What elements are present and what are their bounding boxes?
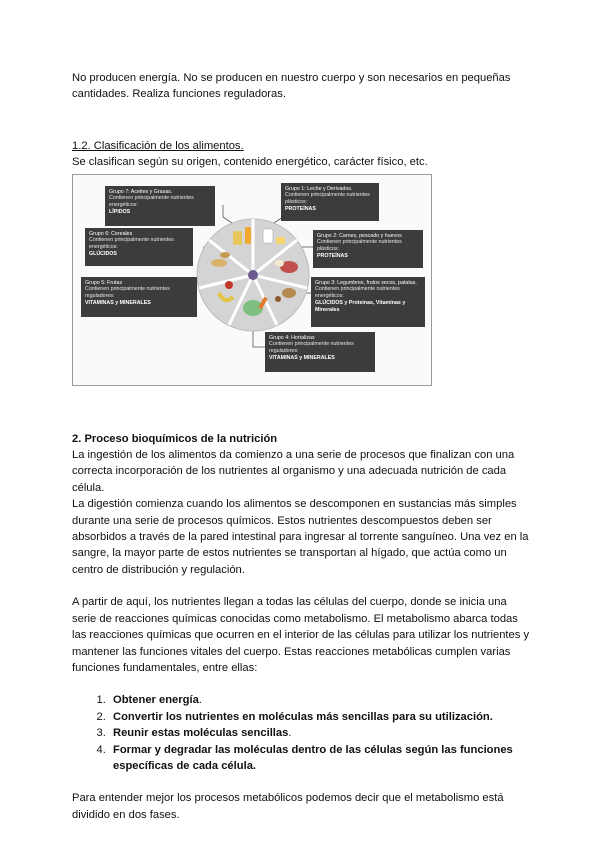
- legumes-icon: [282, 288, 296, 298]
- group-nutrient: GLÚCIDOS y Proteínas, Vitaminas y Minerales: [315, 300, 406, 313]
- milk-carton-icon: [263, 229, 273, 243]
- section-title-classification: 1.2. Clasificación de los alimentos.: [72, 139, 244, 152]
- intro-paragraph: No producen energía. No se producen en nuestro cuerpo y son necesarios en pequeñas cantidades. Realiza funciones reguladoras.: [72, 72, 511, 101]
- group-description: Contienen principalmente nutrientes reguladores:: [85, 286, 170, 300]
- group-label: Grupo 7: Aceites y Grasas.: [109, 188, 173, 195]
- group-4-box: [265, 332, 375, 372]
- paragraph-metabolism: A partir de aquí, los nutrientes llegan a todas las células del cuerpo, donde se inicia una serie de reacciones químicas conocidas como metabolismo. El metabolismo abarca todas las reacciones químicas que ocurren en el interior de las células para utilizar los nutrientes y mantener las funciones vitales del cuerpo. Estas reacciones metabólicas cumplen varias funciones fundamentales, entre ellas:: [72, 596, 530, 674]
- group-7-box: [105, 186, 215, 226]
- list-item: 1. Obtener energía.: [109, 692, 532, 708]
- group-nutrient: LÍPIDOS: [109, 209, 131, 216]
- group-label: Grupo 4: Hortalizas: [269, 334, 315, 341]
- group-label: Grupo 5: Frutas: [85, 279, 123, 286]
- list-item-text: Obtener energía: [113, 694, 199, 707]
- group-nutrient: PROTEÍNAS: [317, 253, 348, 260]
- oil-bottle-icon: [233, 231, 242, 245]
- metabolic-functions-list: [72, 692, 532, 774]
- list-item: [109, 742, 532, 775]
- bread-cereal-icon: [211, 259, 227, 267]
- group-2-box: [313, 230, 423, 268]
- group-label: Grupo 2: Carnes, pescado y huevos: [317, 232, 402, 239]
- document-page: [72, 70, 532, 823]
- group-nutrient: VITAMINAS y MINERALES: [269, 355, 335, 362]
- group-description: Contienen principalmente nutrientes reguladores:: [269, 341, 354, 355]
- group-nutrient: VITAMINAS y MINERALES: [85, 300, 151, 307]
- group-label: Grupo 3: Legumbres, frutos secos, patatas.: [315, 279, 417, 286]
- food-groups-diagram: [72, 174, 432, 386]
- group-description: Contienen principalmente nutrientes plásticos:: [317, 239, 402, 253]
- list-item: 3. Reunir estas moléculas sencillas.: [109, 725, 532, 741]
- list-item: [109, 709, 532, 725]
- wheel-hub: [248, 270, 258, 280]
- paragraph-phases: Para entender mejor los procesos metabólicos podemos decir que el metabolismo está dividido en dos fases.: [72, 792, 504, 821]
- list-item-text: Formar y degradar las moléculas dentro de las células según las funciones específicas de cada célula.: [113, 743, 513, 772]
- paragraph-ingestion: La ingestión de los alimentos da comienzo a una serie de procesos que finalizan con una correcta incorporación de los nutrientes al organismo y una adecuada nutrición de cada célula.: [72, 449, 515, 494]
- group-1-box: [281, 183, 379, 221]
- group-description: Contienen principalmente nutrientes energéticos:: [109, 195, 194, 209]
- group-label: Grupo 6: Cereales: [89, 230, 133, 237]
- group-3-box: [311, 277, 425, 327]
- group-description: Contienen principalmente nutrientes energéticos:: [89, 237, 174, 251]
- group-label: Grupo 1: Leche y Derivados.: [285, 185, 353, 192]
- group-5-box: [81, 277, 197, 317]
- group-description: Contienen principalmente nutrientes plásticos:: [285, 192, 370, 206]
- group-6-box: [85, 228, 193, 266]
- section-subtitle: Se clasifican según su origen, contenido energético, carácter físico, etc.: [72, 156, 428, 169]
- group-nutrient: PROTEÍNAS: [285, 206, 316, 213]
- section-title-biochemical: 2. Proceso bioquímicos de la nutrición: [72, 432, 278, 445]
- list-item-text: Reunir estas moléculas sencillas: [113, 727, 289, 740]
- group-nutrient: GLÚCIDOS: [89, 251, 117, 258]
- list-item-text: Convertir los nutrientes en moléculas más sencillas para su utilización.: [113, 710, 493, 723]
- paragraph-digestion: La digestión comienza cuando los alimentos se descomponen en sustancias más simples durante una serie de procesos químicos. Estos nutrientes descompuestos deben ser absorbidos a través de la pared intestinal para ingresar al torrente sanguíneo. Una vez en la sangre, la mayor parte de estos nutrientes se transportan al hígado, que actúa como un centro de distribución y regulación.: [72, 498, 529, 576]
- group-description: Contienen principalmente nutrientes energéticos:: [315, 286, 400, 300]
